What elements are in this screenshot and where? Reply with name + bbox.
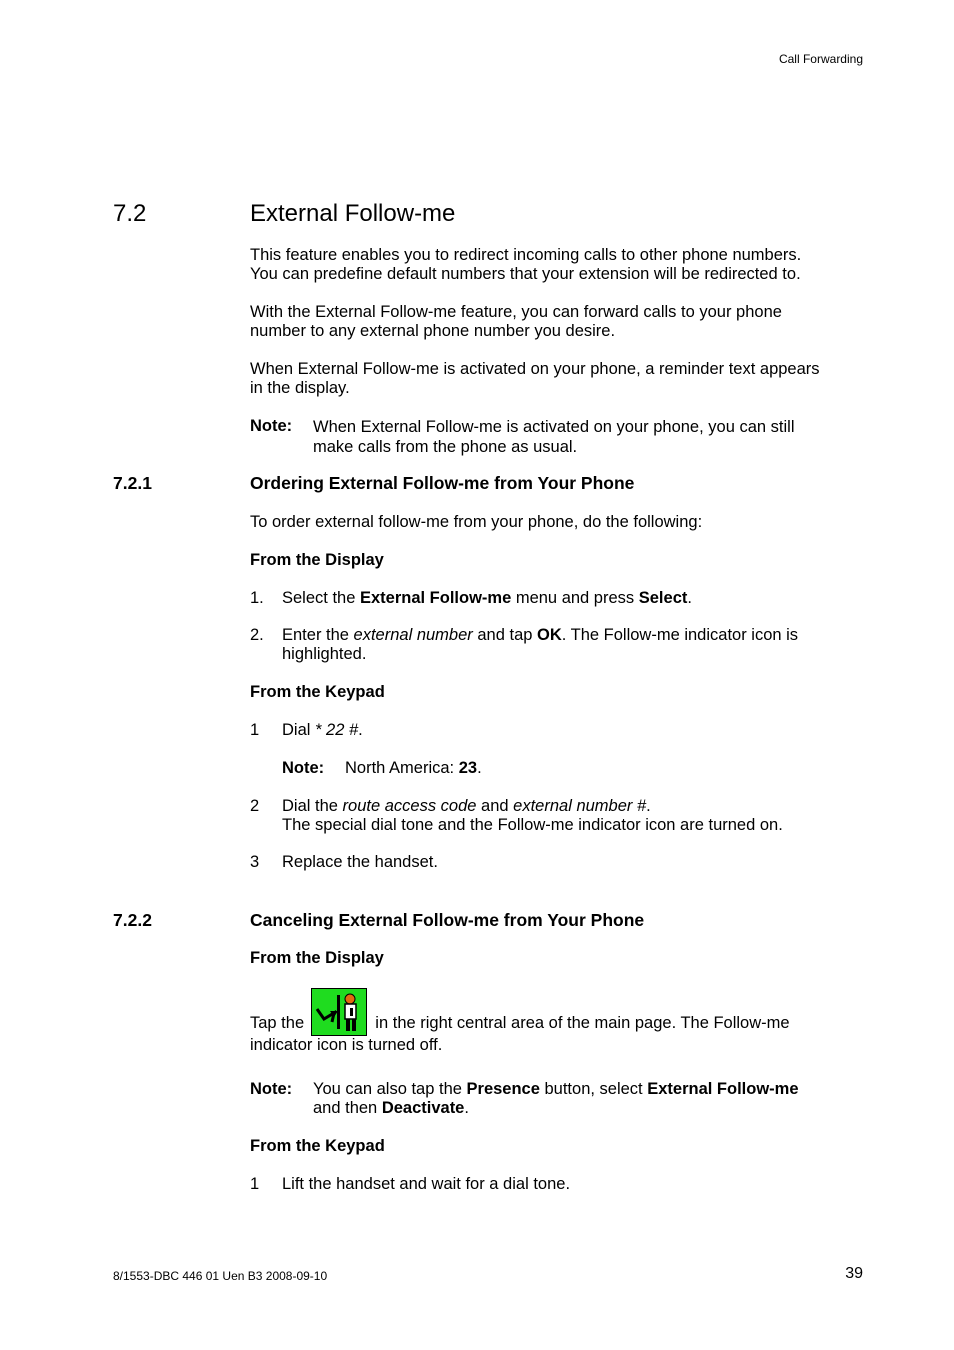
display-step-1: Select the External Follow-me menu and press Select. <box>282 589 692 607</box>
note-text: When External Follow-me is activated on your phone, you can still make calls from the phone as usual. <box>313 418 795 456</box>
subsection-number: 7.2.2 <box>113 910 152 930</box>
keypad-note-label: Note: <box>282 759 325 777</box>
section-title: External Follow-me <box>250 200 456 227</box>
subsection-title: Ordering External Follow-me from Your Phone <box>250 473 635 493</box>
keypad-note-text: North America: 23. <box>345 759 482 777</box>
step-number: 3 <box>250 853 260 871</box>
display-heading: From the Display <box>250 551 384 569</box>
display-step-2: Enter the external number and tap OK. The Follow-me indicator icon is highlighted. <box>282 626 799 663</box>
keypad-step-2: Dial the route access code and external number #. The special dial tone and the Follow-me indicator icon are turned on. <box>282 797 783 834</box>
intro-paragraph-1: This feature enables you to redirect incoming calls to other phone numbers. You can predefine default numbers that your extension will be redirected to. <box>250 246 802 283</box>
intro-paragraph-2: With the External Follow-me feature, you can forward calls to your phone number to any external phone number you desire. <box>250 303 782 340</box>
cancel-display-heading: From the Display <box>250 949 384 967</box>
step-number: 1 <box>250 721 260 739</box>
section-number: 7.2 <box>113 200 147 227</box>
intro-paragraph-3: When External Follow-me is activated on your phone, a reminder text appears in the display. <box>250 360 820 397</box>
cancel-note-label: Note: <box>250 1080 293 1098</box>
cancel-keypad-heading: From the Keypad <box>250 1137 385 1155</box>
ordering-lead: To order external follow-me from your phone, do the following: <box>250 513 703 531</box>
subsection-title: Canceling External Follow-me from Your Phone <box>250 910 645 930</box>
cancel-tap-instruction: Tap the in the right central area of the main page. The Follow-me indicator icon is turned off. <box>250 988 870 1055</box>
subsection-number: 7.2.1 <box>113 473 152 493</box>
step-number: 1 <box>250 1175 260 1193</box>
step-number: 2 <box>250 797 260 815</box>
note-label: Note: <box>250 417 293 435</box>
keypad-heading: From the Keypad <box>250 683 385 701</box>
keypad-step-3: Replace the handset. <box>282 853 438 871</box>
running-header: Call Forwarding <box>778 52 863 66</box>
cancel-keypad-step-1: Lift the handset and wait for a dial tone. <box>282 1175 571 1193</box>
page-number: 39 <box>845 1265 863 1282</box>
step-number: 1. <box>250 589 264 607</box>
step-number: 2. <box>250 626 264 644</box>
document-id: 8/1553-DBC 446 01 Uen B3 2008-09-10 <box>113 1269 328 1283</box>
cancel-note-text: You can also tap the Presence button, select External Follow-me and then Deactivate. <box>313 1080 799 1117</box>
keypad-step-1: Dial * 22 #. <box>282 721 363 739</box>
follow-me-indicator-icon[interactable] <box>311 988 367 1036</box>
